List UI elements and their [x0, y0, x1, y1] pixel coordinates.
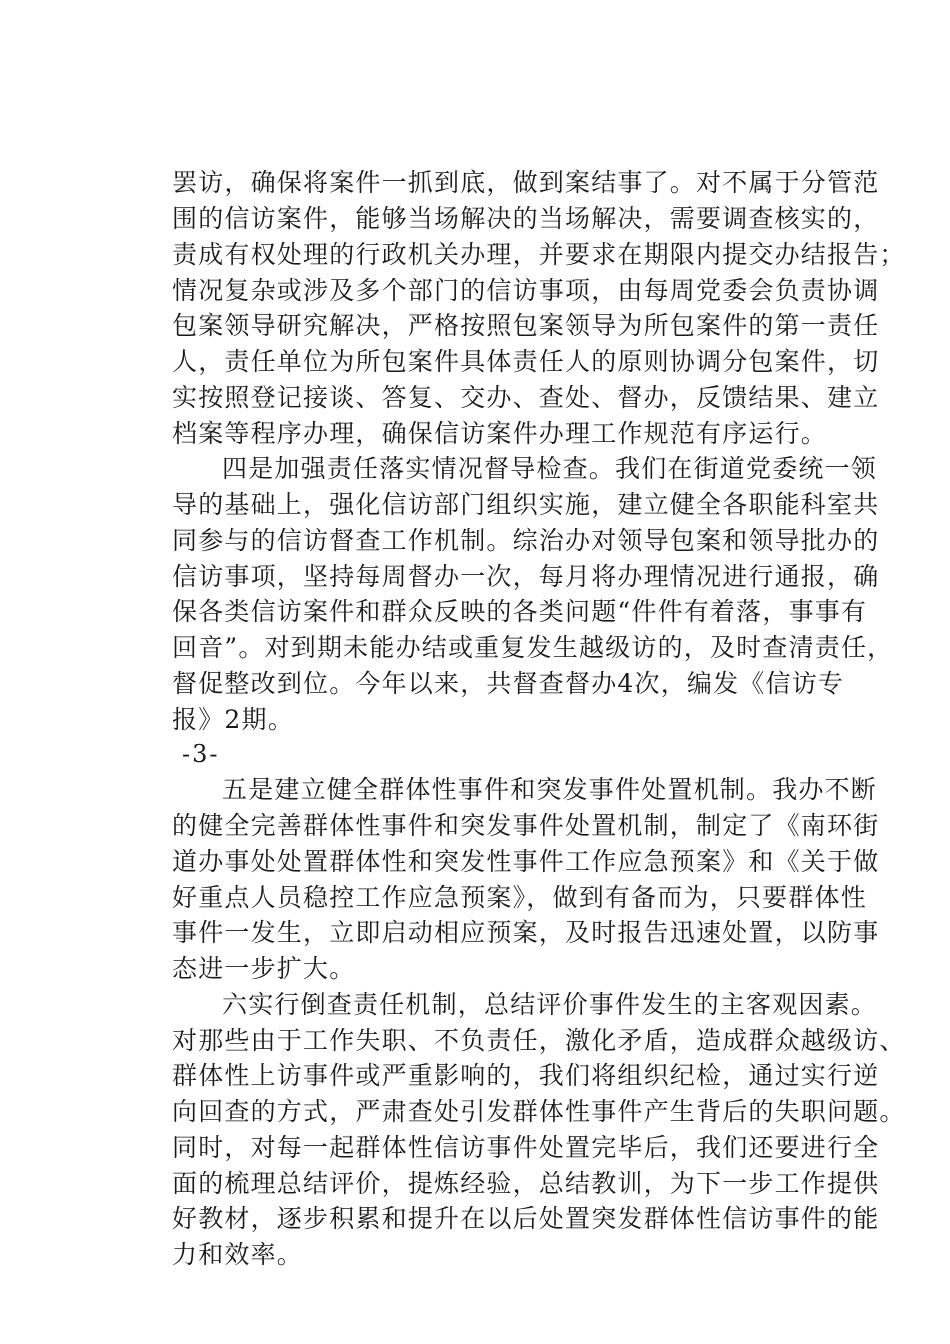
page-number-marker: -3-	[182, 740, 220, 768]
text-line: 导的基础上，强化信访部门组织实施，建立健全各职能科室共	[172, 490, 880, 519]
text-line: 好教材，逐步积累和提升在以后处置突发群体性信访事件的能	[172, 1204, 880, 1233]
text-line: 态进一步扩大。	[172, 954, 356, 983]
text-line: 报》2期。	[172, 705, 294, 734]
text-line: 同参与的信访督查工作机制。综治办对领导包案和领导批办的	[172, 526, 880, 555]
text-line: 道办事处处置群体性和突发性事件工作应急预案》和《关于做	[172, 847, 880, 876]
text-line: 对那些由于工作失职、不负责任，激化矛盾，造成群众越级访、	[172, 1026, 906, 1055]
text-line: 信访事项，坚持每周督办一次，每月将办理情况进行通报，确	[172, 562, 880, 591]
text-line: 的健全完善群体性事件和突发事件处置机制，制定了《南环街	[172, 811, 880, 840]
text-line: 情况复杂或涉及多个部门的信访事项，由每周党委会负责协调	[172, 276, 880, 305]
text-line: 事件一发生，立即启动相应预案，及时报告迅速处置，以防事	[172, 918, 880, 947]
text-line: 面的梳理总结评价，提炼经验，总结教训，为下一步工作提供	[172, 1169, 880, 1198]
paragraph-start-line: 六实行倒查责任机制，总结评价事件发生的主客观因素。	[222, 990, 878, 1019]
text-line: 好重点人员稳控工作应急预案》，做到有备而为，只要群体性	[172, 883, 867, 912]
paragraph-start-line: 五是建立健全群体性事件和突发事件处置机制。我办不断	[222, 775, 878, 804]
text-line: 实按照登记接谈、答复、交办、查处、督办，反馈结果、建立	[172, 383, 880, 412]
text-line: 档案等程序办理，确保信访案件办理工作规范有序运行。	[172, 419, 828, 448]
paragraph-start-line: 四是加强责任落实情况督导检查。我们在街道党委统一领	[222, 454, 878, 483]
text-line: 包案领导研究解决，严格按照包案领导为所包案件的第一责任	[172, 311, 880, 340]
text-line: 向回查的方式，严肃查处引发群体性事件产生背后的失职问题。	[172, 1097, 906, 1126]
text-line: 群体性上访事件或严重影响的，我们将组织纪检，通过实行逆	[172, 1061, 880, 1090]
text-line: 力和效率。	[172, 1240, 304, 1269]
text-line: 保各类信访案件和群众反映的各类问题“件件有着落，事事有	[172, 597, 868, 626]
text-line: 责成有权处理的行政机关办理，并要求在期限内提交办结报告；	[172, 240, 906, 269]
text-line: 罢访，确保将案件一抓到底，做到案结事了。对不属于分管范	[172, 168, 880, 197]
text-line: 回音”。对到期未能办结或重复发生越级访的，及时查清责任，	[172, 633, 894, 662]
text-line: 督促整改到位。今年以来，共督查督办4次，编发《信访专	[172, 669, 845, 698]
text-line: 人，责任单位为所包案件具体责任人的原则协调分包案件，切	[172, 347, 880, 376]
text-line: 围的信访案件，能够当场解决的当场解决，需要调查核实的，	[172, 204, 880, 233]
text-line: 同时，对每一起群体性信访事件处置完毕后，我们还要进行全	[172, 1133, 880, 1162]
